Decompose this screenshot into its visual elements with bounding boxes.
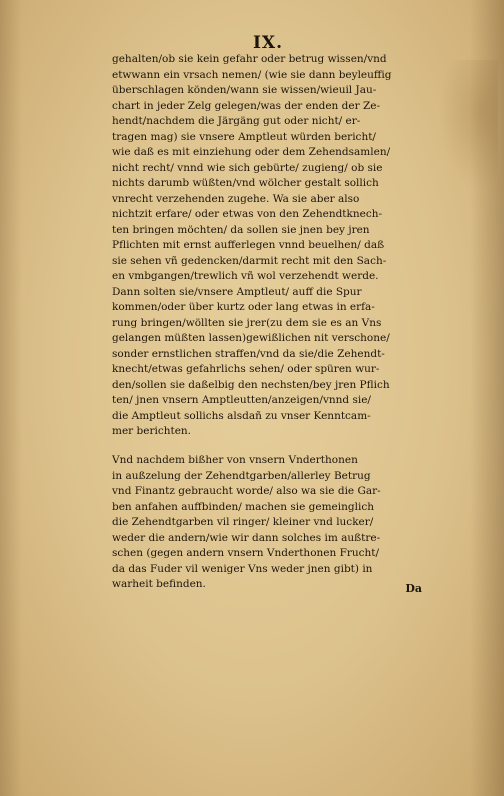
catchword: Da [405,582,422,595]
text-line: Dann solten sie/vnsere Amptleut/ auff die Spur [112,285,362,298]
paragraph-2 [112,453,412,593]
text-line: ben anfahen auffbinden/ machen sie gemeinglich [112,500,374,513]
text-line: hendt/nachdem die Järgäng gut oder nicht/ er- [112,115,361,127]
text-line: vnd Finantz gebraucht worde/ also wa sie die Gar- [112,485,381,497]
text-line: Vnd nachdem bißher von vnsern Vnderthonen [112,454,358,466]
text-line: sie sehen vñ gedencken/darmit recht mit den Sach- [112,254,387,267]
text-line: gelangen müßten lassen)gewißlichen nit verschone/ [112,332,390,344]
text-line: wie daß es mit einziehung oder dem Zehendsamlen/ [112,146,391,158]
text-line: schen (gegen andern vnsern Vnderthonen Frucht/ [112,547,380,559]
text-line: warheit befinden. [112,578,206,590]
paragraph-1 [112,52,412,440]
text-line: sonder ernstlichen straffen/vnd da sie/die Zehendt- [112,347,385,360]
text-line: mer berichten. [112,425,192,437]
text-line: weder die andern/wie wir dann solches im außtre- [112,531,381,544]
text-line: knecht/etwas gefahrlichs sehen/ oder spüren wur- [112,363,380,375]
text-line: chart in jeder Zelg gelegen/was der enden der Ze- [112,99,380,112]
text-line: überschlagen könden/wann sie wissen/wieuil Jau- [112,84,377,96]
paper-stain [438,60,498,190]
text-line: gehalten/ob sie kein gefahr oder betrug wissen/vnd [112,53,387,65]
text-line: nichts darumb wüßten/vnd wölcher gestalt sollich [112,177,379,189]
text-line: ten bringen möchten/ da sollen sie jnen bey jren [112,223,370,236]
text-line: da das Fuder vil weniger Vns weder jnen gibt) in [112,562,373,575]
text-line: en vmbgangen/trewlich vñ wol verzehendt werde. [112,270,379,282]
text-line: ten/ jnen vnsern Amptleutten/anzeigen/vnnd sie/ [112,394,371,406]
text-line: Pflichten mit ernst aufferlegen vnnd beuelhen/ daß [112,239,385,251]
text-line: etwwann ein vrsach nemen/ (wie sie dann beyleuffig [112,68,392,81]
text-line: nichtzit erfare/ oder etwas von den Zehendtknech- [112,208,383,220]
text-line: in außzelung der Zehendtgarben/allerley Betrug [112,469,371,482]
text-line: die Amptleut sollichs alsdañ zu vnser Kenntcam- [112,409,371,422]
text-line: rung bringen/wöllten sie jrer(zu dem sie es an Vns [112,316,382,329]
page-folio-number: IX. [252,33,284,53]
text-line: den/sollen sie daßelbig den nechsten/bey jren Pflich [112,378,390,391]
page-left-shadow [0,0,22,796]
text-line: tragen mag) sie vnsere Amptleut würden bericht/ [112,130,376,143]
text-line: vnrecht verzehenden zugehe. Wa sie aber also [112,192,360,205]
text-line: die Zehendtgarben vil ringer/ kleiner vnd lucker/ [112,516,374,528]
text-line: nicht recht/ vnnd wie sich gebürte/ zugieng/ ob sie [112,161,383,174]
text-line: kommen/oder über kurtz oder lang etwas in erfa- [112,301,375,313]
